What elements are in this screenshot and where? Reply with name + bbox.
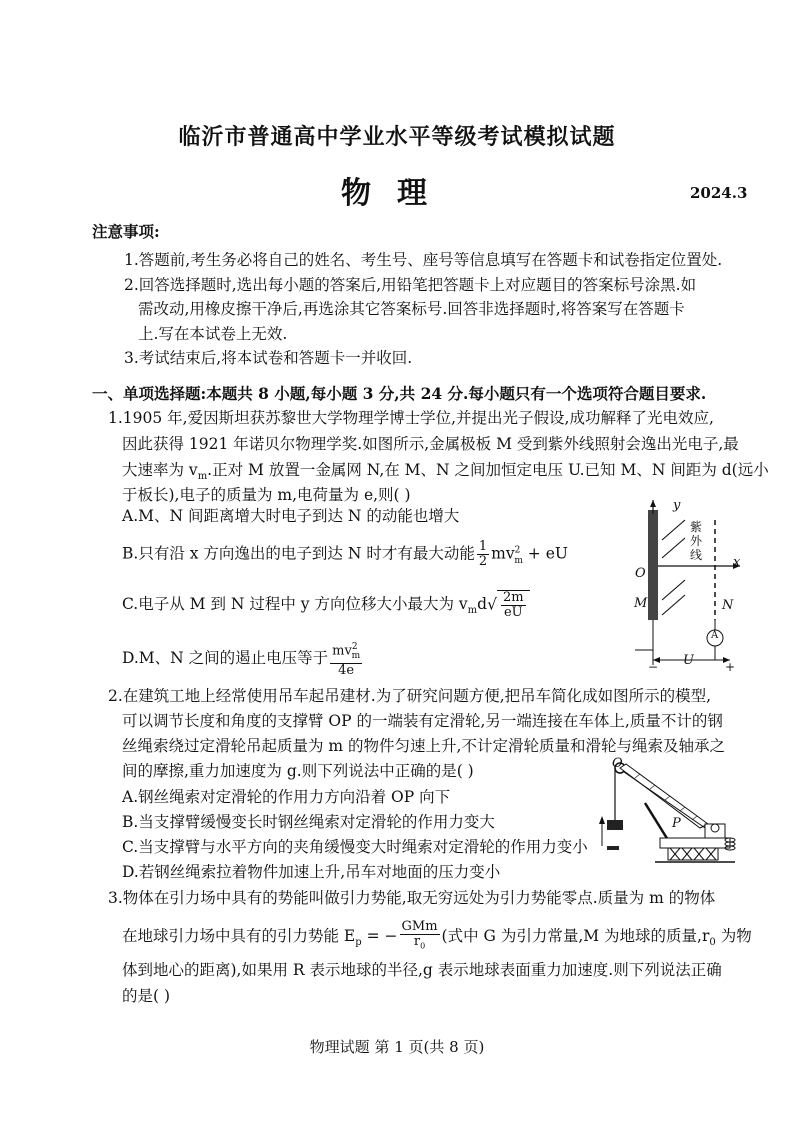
section-heading: 一、单项选择题:本题共 8 小题,每小题 3 分,共 24 分.每小题只有一个选项符合题目要求. bbox=[92, 384, 707, 403]
plate-m bbox=[648, 510, 658, 620]
q3-line: 3.物体在引力场中具有的势能叫做引力势能,取无穷远处为引力势能零点.质量为 m 的物体 bbox=[108, 889, 716, 907]
q2-option: C.当支撑臂与水平方向的夹角缓慢变大时绳索对定滑轮的作用力变小 bbox=[122, 838, 588, 856]
fig2-label-o: O bbox=[612, 756, 623, 771]
q1-line: 大速率为 $v_m$.正对 M 放置一金属网 N,在 M、N 之间加恒定电压 U.已知 M、N 间距为 d(远小 bbox=[122, 461, 769, 483]
exam-title: 临沂市普通高中学业水平等级考试模拟试题 bbox=[178, 124, 616, 150]
q2-option: A.钢丝绳索对定滑轮的作用力方向沿着 OP 向下 bbox=[122, 788, 451, 806]
fig1-label-o: O bbox=[635, 566, 646, 581]
uv-label: 紫外线 bbox=[690, 520, 703, 562]
q2-line: 2.在建筑工地上经常使用吊车起吊建材.为了研究问题方便,把吊车简化成如图所示的模型, bbox=[108, 687, 712, 705]
exam-date: 2024.3 bbox=[690, 184, 748, 202]
fig1-label-x: x bbox=[733, 555, 741, 570]
fig1-plus: + bbox=[725, 660, 736, 674]
q2-option: B.当支撑臂缓慢变长时钢丝绳索对定滑轮的作用力变大 bbox=[122, 813, 495, 831]
q1-line: 于板长),电子的质量为 m,电荷量为 e,则( ) bbox=[122, 486, 411, 504]
q1-line: 1.1905 年,爱因斯坦获苏黎世大学物理学博士学位,并提出光子假设,成功解释了光电效应, bbox=[108, 409, 714, 427]
fig2-label-p: P bbox=[672, 816, 681, 831]
fig1-label-m: M bbox=[634, 596, 648, 611]
q1-option-d: D.M、N 之间的遏止电压等于 $\frac{mv^2_m}{4e}$ bbox=[122, 642, 361, 678]
note-item: 2.回答选择题时,选出每小题的答案后,用铅笔把答题卡上对应题目的答案标号涂黑.如 bbox=[124, 276, 697, 294]
q2-line: 丝绳索绕过定滑轮吊起质量为 m 的物件匀速上升,不计定滑轮质量和滑轮与绳索及轴承之 bbox=[122, 737, 725, 755]
q3-line: 的是( ) bbox=[122, 987, 171, 1005]
note-item: 1.答题前,考生务必将自己的姓名、考生号、座号等信息填写在答题卡和试卷指定位置处. bbox=[124, 251, 723, 269]
note-item: 上.写在本试卷上无效. bbox=[138, 325, 288, 343]
ammeter-label: A bbox=[711, 630, 719, 641]
fig1-label-u: U bbox=[683, 653, 694, 668]
fig1-label-n: N bbox=[722, 598, 734, 613]
q2-option: D.若钢丝绳索拉着物件加速上升,吊车对地面的压力变小 bbox=[122, 863, 501, 881]
page-footer: 物理试题 第 1 页(共 8 页) bbox=[309, 1038, 485, 1056]
fig1-minus: − bbox=[648, 660, 659, 674]
q3-line: 体到地心的距离),如果用 R 表示地球的半径,g 表示地球表面重力加速度.则下列说法正确 bbox=[122, 961, 722, 979]
q2-line: 可以调节长度和角度的支撑臂 OP 的一端装有定滑轮,另一端连接在车体上,质量不计的钢 bbox=[122, 712, 723, 730]
q2-line: 间的摩擦,重力加速度为 g.则下列说法中正确的是( ) bbox=[122, 762, 474, 780]
q1-option-b: B.只有沿 x 方向逸出的电子到达 N 时才有最大动能 $\frac{1}{2}$ $mv^2_m$ + eU bbox=[122, 539, 568, 569]
subject-title: 物理 bbox=[341, 176, 453, 211]
q1-line: 因此获得 1921 年诺贝尔物理学奖.如图所示,金属极板 M 受到紫外线照射会逸出光电子,最 bbox=[122, 435, 739, 453]
note-item: 3.考试结束后,将本试卷和答题卡一并收回. bbox=[124, 349, 413, 367]
notes-heading: 注意事项: bbox=[92, 222, 160, 241]
fig1-label-y: y bbox=[673, 498, 681, 513]
q2-crane-figure bbox=[590, 758, 750, 873]
q1-option-c: C.电子从 M 到 N 过程中 y 方向位移大小最大为 $v_md√$ $\frac{2m}{eU}$ bbox=[122, 590, 530, 621]
note-item: 需改动,用橡皮擦干净后,再选涂其它答案标号.回答非选择题时,将答案写在答题卡 bbox=[138, 300, 685, 318]
q1-option-a: A.M、N 间距离增大时电子到达 N 的动能也增大 bbox=[122, 507, 460, 525]
q1-figure bbox=[600, 500, 760, 675]
q3-line: 在地球引力场中具有的引力势能 $E_p$ = − $\frac{\text{GMm}}{r_0}$ (式中 G 为引力常量,M 为地球的质量$,r_0$ 为物 bbox=[122, 919, 752, 951]
